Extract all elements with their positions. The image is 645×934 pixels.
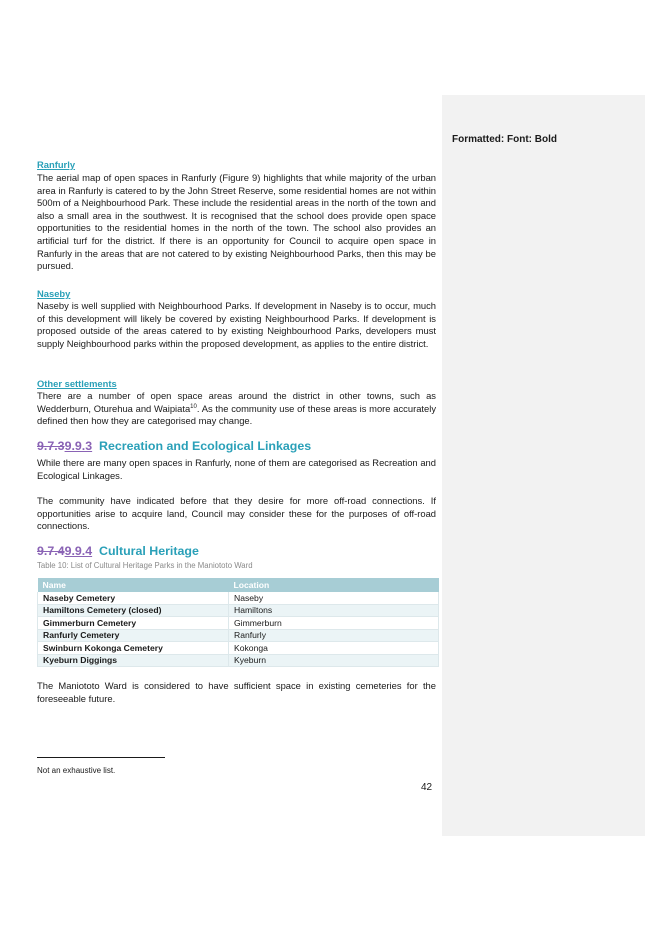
comment-label: Formatted: Font: Bold — [452, 134, 557, 145]
table-row — [38, 604, 439, 617]
footnote-text: Not an exhaustive list. — [37, 766, 116, 775]
naseby-heading: Naseby — [37, 288, 71, 299]
cultural-heritage-heading: 9.7.49.9.4 Cultural Heritage — [37, 544, 199, 558]
footnote-separator — [37, 757, 165, 758]
recreation-paragraph-2: The community have indicated before that they desire for more off-road connections. If opportunities arise to acquire land, Council may consider these for the purposes of off-road connections. — [37, 495, 436, 532]
table-cell-location: Kokonga — [229, 642, 439, 655]
table-cell-location: Ranfurly — [229, 629, 439, 642]
table-cell-name: Hamiltons Cemetery (closed) — [38, 604, 229, 617]
comment-pane — [442, 95, 645, 836]
table-cell-location: Naseby — [229, 592, 439, 604]
other-settlements-heading: Other settlements — [37, 378, 117, 389]
table-cell-name: Naseby Cemetery — [38, 592, 229, 604]
other-settlements-paragraph: There are a number of open space areas around the district in other towns, such as Wedderburn, Oturehua and Waipiata$^{10}$. As the community use of these areas is more accurately defined then how they are categorised may change. — [37, 390, 437, 427]
table-row — [38, 642, 439, 655]
table-row — [38, 654, 439, 667]
table-caption: Table 10: List of Cultural Heritage Parks in the Maniototo Ward — [37, 561, 253, 570]
table-row — [38, 629, 439, 642]
column-header-location: Location — [229, 578, 439, 592]
table-cell-name: Kyeburn Diggings — [38, 654, 229, 667]
naseby-paragraph: Naseby is well supplied with Neighbourhood Parks. If development in Naseby is to occur, much of this development will likely be covered by existing Neighbourhood Parks. If development is proposed outside of the areas catered to by existing Neighbourhood Parks, developers must supply Neighbourhood parks within the proposed development, as applies to the entire district. — [37, 300, 436, 349]
recreation-heading: 9.7.39.9.3 Recreation and Ecological Linkages — [37, 439, 312, 453]
table-row — [38, 617, 439, 630]
table-cell-name: Gimmerburn Cemetery — [38, 617, 229, 630]
table-header-row — [38, 578, 439, 592]
cultural-heritage-table — [37, 578, 439, 667]
page-number: 42 — [421, 782, 433, 793]
table-cell-name: Ranfurly Cemetery — [38, 629, 229, 642]
table-cell-location: Kyeburn — [229, 654, 439, 667]
table-cell-location: Gimmerburn — [229, 617, 439, 630]
footnote-reference[interactable]: 10 — [190, 403, 197, 410]
ranfurly-paragraph: The aerial map of open spaces in Ranfurly (Figure 9) highlights that while majority of the urban area in Ranfurly is catered to by the John Street Reserve, some residential homes are not within 500m of a Neighbourhood Park. These include the residential areas in the north of the town and also a small area in the southwest. It is recognised that the school does provide open space opportunities to the residential homes in the north of the town. The school also provides an artificial turf for the district. If there is an opportunity for Council to acquire open space in Ranfurly in the areas that are not catered to by existing Neighbourhood Parks, then this may be pursued. — [37, 172, 436, 272]
table-cell-location: Hamiltons — [229, 604, 439, 617]
cultural-closing-paragraph: The Maniototo Ward is considered to have sufficient space in existing cemeteries for the foreseeable future. — [37, 680, 436, 704]
recreation-paragraph-1: While there are many open spaces in Ranfurly, none of them are categorised as Recreation and Ecological Linkages. — [37, 457, 436, 481]
ranfurly-heading: Ranfurly — [37, 159, 76, 170]
table-cell-name: Swinburn Kokonga Cemetery — [38, 642, 229, 655]
table-row — [38, 592, 439, 604]
column-header-name: Name — [38, 578, 229, 592]
